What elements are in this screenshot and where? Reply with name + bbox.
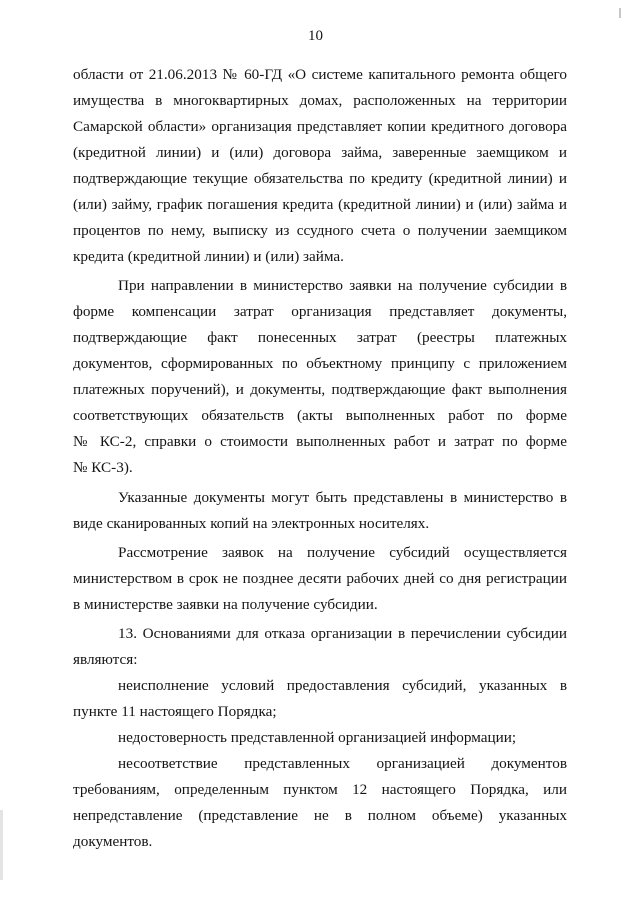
text-line: недостоверность представленной организацией информации; bbox=[118, 729, 517, 746]
text-line: области от 21.06.2013 № 60-ГД «О системе капитального ремонта общего bbox=[73, 66, 567, 83]
text-line: в министерстве заявки на получение субсидии. bbox=[73, 596, 378, 613]
text-line: несоответствие представленных организацией документов bbox=[118, 755, 567, 772]
text-line: № КС-3). bbox=[73, 459, 133, 476]
text-line: документов. bbox=[73, 833, 153, 850]
text-line: Самарской области» организация представляет копии кредитного договора bbox=[73, 118, 567, 135]
page-number: 10 bbox=[308, 28, 323, 44]
text-line: неисполнение условий предоставления субсидий, указанных в bbox=[118, 677, 567, 694]
text-line: Указанные документы могут быть представлены в министерство в bbox=[118, 489, 567, 506]
text-line: (или) займу, график погашения кредита (кредитной линии) и (или) займа и bbox=[73, 196, 567, 213]
scan-mark bbox=[619, 8, 621, 18]
text-line: платежных поручений), и документы, подтверждающие факт выполнения bbox=[73, 381, 567, 398]
text-line: форме компенсации затрат организация представляет документы, bbox=[73, 303, 567, 320]
text-line: подтверждающие факт понесенных затрат (реестры платежных bbox=[73, 329, 567, 346]
text-line: документов, сформированных по объектному принципу с приложением bbox=[73, 355, 567, 372]
text-line: Рассмотрение заявок на получение субсидий осуществляется bbox=[118, 544, 567, 561]
text-line: процентов по нему, выписку из ссудного счета о получении заемщиком bbox=[73, 222, 567, 239]
text-line: являются: bbox=[73, 651, 138, 668]
text-line: кредита (кредитной линии) и (или) займа. bbox=[73, 248, 344, 265]
text-line: требованиям, определенным пунктом 12 настоящего Порядка, или bbox=[73, 781, 567, 798]
text-line: При направлении в министерство заявки на получение субсидии в bbox=[118, 277, 567, 294]
text-line: пункте 11 настоящего Порядка; bbox=[73, 703, 277, 720]
text-line: № КС-2, справки о стоимости выполненных работ и затрат по форме bbox=[73, 433, 567, 450]
text-line: виде сканированных копий на электронных носителях. bbox=[73, 515, 430, 532]
text-line: непредставление (представление не в полном объеме) указанных bbox=[73, 807, 567, 824]
text-line: министерством в срок не позднее десяти рабочих дней со дня регистрации bbox=[73, 570, 567, 587]
text-line: (кредитной линии) и (или) договора займа, заверенные заемщиком и bbox=[73, 144, 567, 161]
text-line: имущества в многоквартирных домах, расположенных на территории bbox=[73, 92, 567, 109]
scan-edge-shadow bbox=[0, 810, 3, 880]
text-line: 13. Основаниями для отказа организации в перечислении субсидии bbox=[118, 625, 567, 642]
text-line: подтверждающие текущие обязательства по кредиту (кредитной линии) и bbox=[73, 170, 567, 187]
text-line: соответствующих обязательств (акты выполненных работ по форме bbox=[73, 407, 567, 424]
